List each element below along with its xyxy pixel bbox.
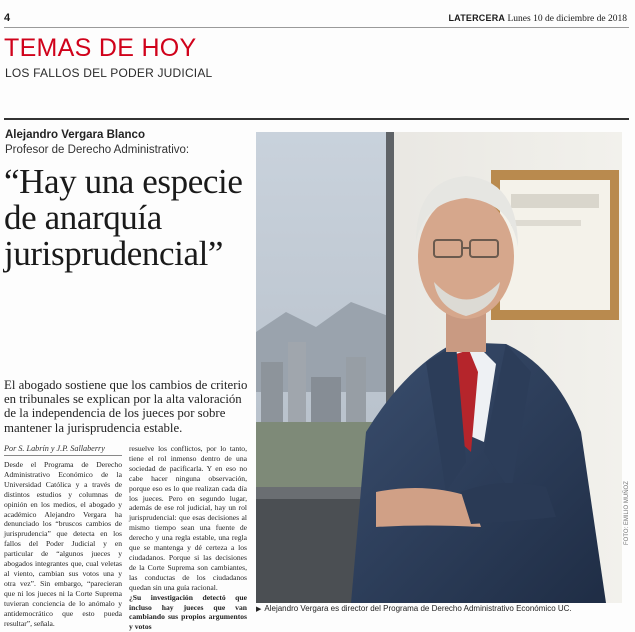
headline: “Hay una especie de anarquía jurisprudencial” [4,162,243,273]
byline: Por S. Labrín y J.P. Sallaberry [4,444,122,456]
caption-arrow-icon: ▶ [256,606,262,613]
section-subtitle: LOS FALLOS DEL PODER JUDICIAL [5,66,213,80]
section-title: TEMAS DE HOY [4,34,197,62]
portrait-photo [256,132,622,603]
interview-question: ¿Su investigación detectó que incluso hay jueces que van cambiando sus propios argumentos y votos [129,592,247,632]
article-deck: El abogado sostiene que los cambios de criterio en tribunales se explican por la alta valoración de la independencia de los jueces por sobre mantener la jurisprudencia estable. [4,378,248,435]
issue-date: Lunes 10 de diciembre de 2018 [507,14,627,24]
page-number: 4 [4,12,11,24]
caption-text: Alejandro Vergara es director del Programa de Derecho Administrativo Económico UC. [264,604,572,613]
masthead [448,13,627,24]
photo-credit: FOTO: EMILIO MUÑOZ [624,481,630,545]
section-rule [4,118,629,120]
body-column-1: Desde el Programa de Derecho Administrativo Económico de la Universidad Católica y a través de distintos estudios y columnas de opinión en los medios, el abogado y académico Alejandro Vergara ha denunciado los “bruscos cambios de jurisprudencia” que detecta en los fallos del Poder Judicial y en particular de “algunos jueces y abogados integrantes que, cual veletas al viento, cambian sus votos una y otra vez”. Sin embargo, “parecieran que ni los jueces ni la Corte Suprema tuvieran conciencia de lo anómalo y antidemocrático que esto pueda resultar”, señala. [4,460,122,628]
column-2-text: resuelve los conflictos, por lo tanto, tiene el rol inmenso dentro de una sociedad de pacificarla. Y en eso no cabe hacer ninguna observación, porque eso es lo que realizan cada día los jueces. Pero en segundo lugar, además de ese rol judicial, hay un rol jurisprudencial: que esas decisiones al mismo tiempo sean una fuente de derecho y una regla estable, una regla que se mantenga y dé certeza a los ciudadanos. Porque si las decisiones de la Corte Suprema son cambiantes, las conductas de los ciudadanos quedan sin una guía racional. [129,444,247,592]
photo-caption [256,604,631,613]
newspaper-brand: LATERCERA [448,13,506,23]
body-column-2 [129,444,247,632]
interviewee-role: Profesor de Derecho Administrativo: [5,144,190,156]
header-rule [4,27,629,28]
interviewee-name: Alejandro Vergara Blanco [5,129,145,141]
